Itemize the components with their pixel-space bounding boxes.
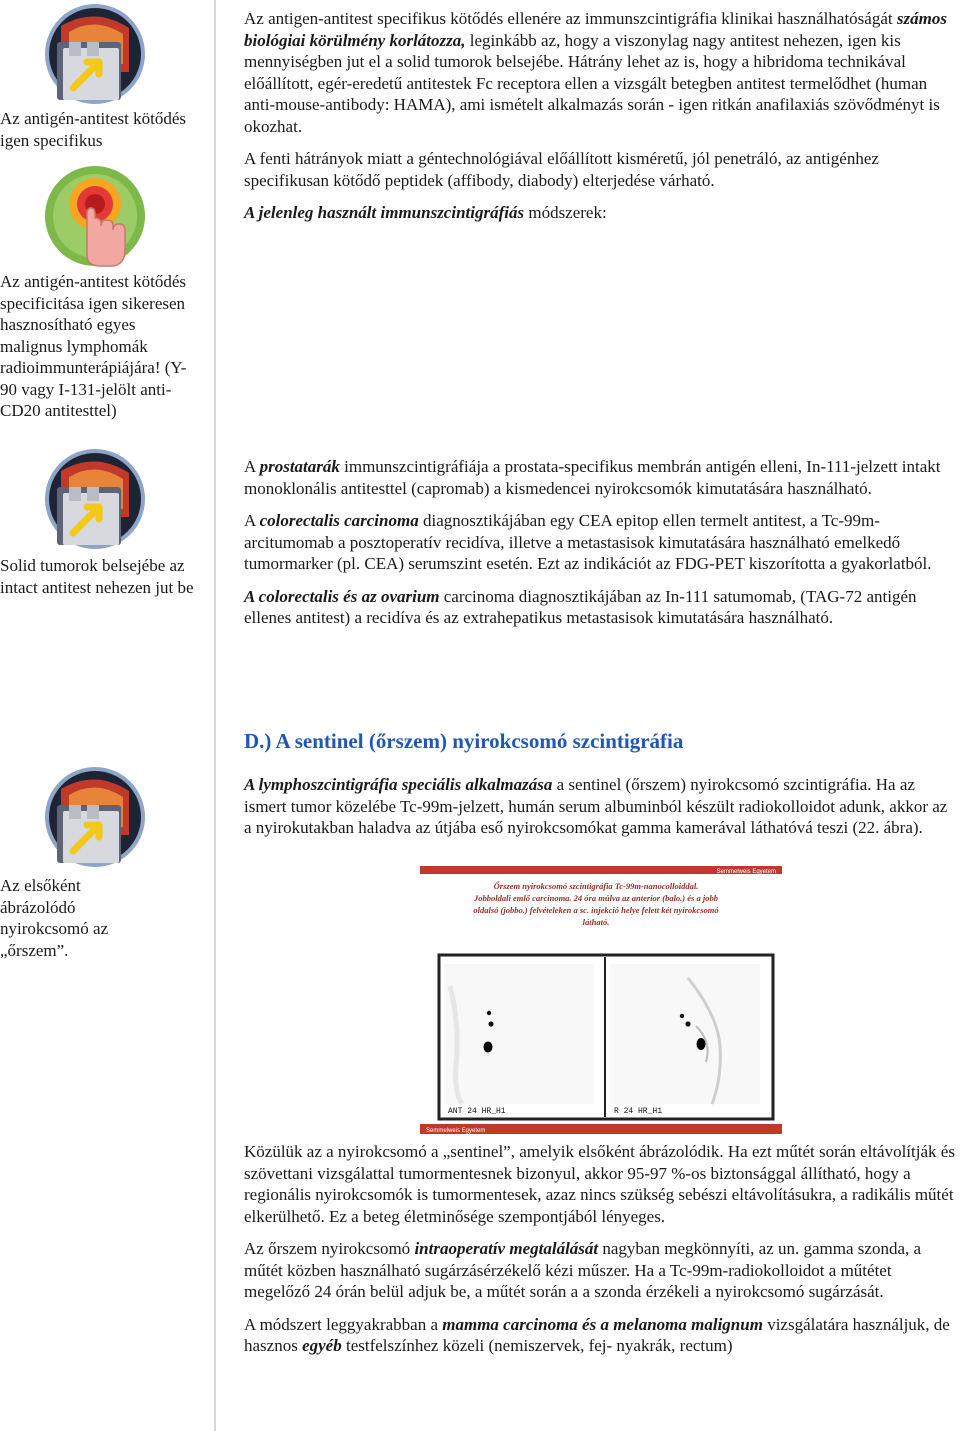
- injection-site: [484, 1042, 493, 1053]
- node-dot: [685, 1021, 690, 1026]
- node-dot: [487, 1011, 491, 1015]
- text-span: Az őrszem nyirokcsomó: [244, 1239, 415, 1258]
- main-text-methods: [244, 456, 956, 629]
- emphasis-mamma-melanoma: mamma carcinoma és a melanoma malignum: [442, 1314, 763, 1334]
- emphasis-intraoperative: intraoperatív megtalálását: [414, 1239, 599, 1258]
- section-heading: D.) A sentinel (őrszem) nyirokcsomó szcintigráfia: [244, 729, 684, 753]
- sidebar-note-solid-tumors: Solid tumorok belsejébe az intact antitest nehezen jut be: [0, 556, 194, 597]
- node-dot: [488, 1021, 493, 1026]
- scan-label-anterior: ANT 24 HR_H1: [448, 1107, 506, 1116]
- paragraph-gamma-probe: [244, 1238, 956, 1303]
- main-text-bottom: [244, 1141, 956, 1357]
- emphasis-methods: A jelenleg használt immunszcintigráfiás: [244, 203, 525, 222]
- banner-bottom-label: Semmelweis Egyetem: [426, 1128, 486, 1134]
- text-span: vizsgálatára használjuk, de hasznos: [244, 1314, 950, 1355]
- emphasis-colorectal: colorectalis carcinoma: [259, 511, 419, 530]
- injection-site: [697, 1038, 706, 1050]
- text-span: immunszcintigráfiája a prostata-specifikus membrán antigén elleni, In-111-jelzett intakt monoklonális antitesttel (capromab) a kismedencei nyirokcsomók kimutatására használható.: [244, 457, 941, 498]
- paragraph-sentinel-definition: Közülük az a nyirokcsomó a „sentinel”, amelyik elsőként ábrázolódik. Ha ezt műtét során eltávolítják és szövettani vizsgálattal tumormentesnek bizonyul, akkor 95-97 %-os biztonsággal állítható, hogy a regionális nyirokcsomók is tumormentesek, azaz nincs szükség sebészi eltávolításukra, a radikális műtét elkerülhető. Ez a beteg életminősége szempontjából lényeges.: [244, 1142, 955, 1226]
- caption-line-2: Jobboldali emlő carcinoma. 24 óra múlva az anterior (balo.) és a jobb: [474, 893, 718, 903]
- paragraph-applications: [244, 1314, 956, 1357]
- caption-line-4: látható.: [582, 917, 610, 927]
- paragraph-colorectal: [244, 510, 956, 575]
- emphasis-limitations: számos biológiai körülmény korlátozza,: [244, 9, 947, 50]
- text-span: nagyban megkönnyíti, az un. gamma szonda, a műtét közben használható sugárzásérzékelő kézi műszer. Ha a Tc-99m-radiokolloidot a műtétet megelőző 24 órán belül adjuk be, a műtét során a a szonda érzékeli a nyirokcsomó sugárzását.: [244, 1239, 922, 1301]
- caption-line-1: Őrszem nyirokcsomó szcintigráfia Tc-99m-nanocolloiddal.: [493, 881, 699, 891]
- scan-label-lateral: R 24 HR_H1: [614, 1107, 663, 1116]
- sidebar-note-sentinel: Az elsőként ábrázolódó nyirokcsomó az „őrszem”.: [0, 876, 109, 960]
- text-span: testfelszínhez közeli (nemiszervek, fej- nyakrák, rectum): [341, 1336, 733, 1355]
- text-span: a sentinel (őrszem) nyirokcsomó szcintigráfia. Ha az ismert tumor közelébe Tc-99m-jelzett, humán serum albuminból készült radiokolloidot adunk, akkor az a nyirokutakban haladva az útjába eső nyirokcsomókat gamma kamerával láthatóvá teszi (22. ábra).: [244, 775, 948, 837]
- sidebar-note-radioimmunotherapy: Az antigén-antitest kötődés specificitása igen sikeresen hasznosítható egyes malignus lymphomák radioimmunterápiájára! (Y-90 vagy I-131-jelölt anti-CD20 antitesttel): [0, 272, 187, 420]
- paragraph-ovarium: [244, 586, 956, 629]
- info-arrow-icon: [43, 2, 147, 106]
- text-span: A módszert leggyakrabban a: [244, 1314, 443, 1334]
- emphasis-prostate: prostatarák: [259, 457, 340, 476]
- sidebar-note-specificity: Az antigén-antitest kötődés igen specifikus: [0, 109, 187, 150]
- text-span: diagnosztikájában egy CEA epitop ellen termelt antitest, a Tc-99m-arcitumomab a posztoperatív recidíva, illetve a metastasisok kimutatására használható emelkedő tumormarker (pl. CEA) serumszint esetén. Ezt az indikációt az FDG-PET kiszorította a gyakorlatból.: [244, 511, 932, 573]
- text-span: módszerek:: [524, 203, 607, 222]
- paragraph-limitations: [244, 8, 956, 137]
- banner-top-label: Semmelweis Egyetem: [716, 869, 776, 875]
- text-span: leginkább az, hogy a viszonylag nagy antitest nehezen, igen kis mennyiségben jut el a solid tumorok belsejébe. Hátrány lehet az is, hogy a hibridoma technikával előállított, egér-eredetű antitestek Fc receptora ellen a vizsgált betegben antitest termelődhet (human anti-mouse-antibody: HAMA), ami ismételt alkalmazás során - igen ritkán anafilaxiás szövődményt is okozhat.: [244, 30, 940, 136]
- paragraph-peptides: A fenti hátrányok miatt a géntechnológiával előállított kisméretű, jól penetráló, az antigénhez specifikusan kötődő peptidek (affibody, diabody) elterjedése várható.: [244, 149, 879, 190]
- emphasis-other: egyéb: [302, 1336, 342, 1355]
- column-divider: [214, 0, 216, 1431]
- scan-right-lateral: [610, 964, 760, 1116]
- paragraph-lymphoscintigraphy: [244, 774, 956, 839]
- text-span: A: [244, 457, 260, 476]
- main-text-top: [244, 8, 956, 224]
- info-arrow-icon: [43, 765, 147, 869]
- text-span: carcinoma diagnosztikájában az In-111 satumomab, (TAG-72 antigén ellenes antitest) a recidíva és az extrahepatikus metastasisok kimutatására használható.: [244, 586, 917, 627]
- info-arrow-icon: [43, 447, 147, 551]
- main-text-sentinel: [244, 774, 956, 839]
- emphasis-ovarium: A colorectalis és az ovarium: [244, 586, 440, 606]
- scintigraphy-figure: [420, 866, 782, 1134]
- scan-anterior: [444, 964, 594, 1116]
- paragraph-methods-intro: [244, 202, 956, 224]
- text-span: A: [244, 511, 260, 530]
- node-dot: [680, 1014, 684, 1018]
- emphasis-lymphoscintigraphy: A lymphoszcintigráfia speciális alkalmazása: [244, 775, 553, 794]
- figure-caption: [473, 881, 719, 927]
- paragraph-prostate: [244, 456, 956, 499]
- text-span: Az antigen-antitest specifikus kötődés ellenére az immunszcintigráfia klinikai használhatóságát: [244, 9, 897, 28]
- caption-line-3: oldalsó (jobbo.) felvételeken a sc. injekció helye felett két nyirokcsomó: [473, 905, 719, 915]
- touch-button-icon: [43, 164, 147, 268]
